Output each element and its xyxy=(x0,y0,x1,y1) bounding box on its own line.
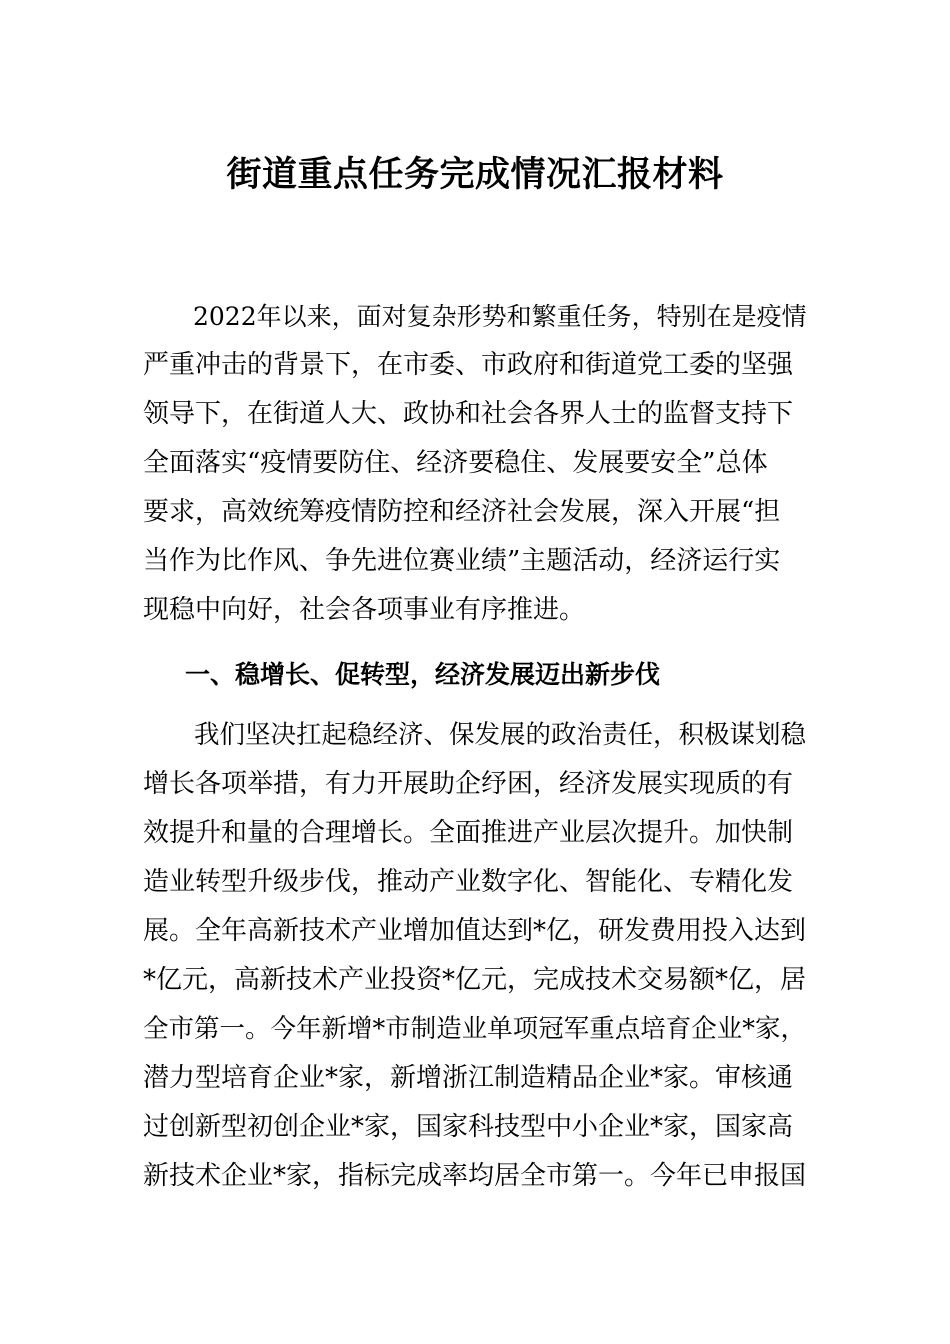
paragraph-economy xyxy=(143,711,813,1201)
text-line: 全市第一。今年新增*市制造业单项冠军重点培育企业*家， xyxy=(143,1014,807,1044)
text-line: 现稳中向好，社会各项事业有序推进。 xyxy=(143,595,586,625)
text-line: 严重冲击的背景下，在市委、市政府和街道党工委的坚强 xyxy=(143,350,794,380)
text-line: 新技术企业*家，指标完成率均居全市第一。今年已申报国 xyxy=(143,1161,807,1191)
text-line: 2022年以来，面对复杂形势和繁重任务，特别在是疫情 xyxy=(143,302,807,331)
text-line: 过创新型初创企业*家，国家科技型中小企业*家，国家高 xyxy=(143,1112,794,1142)
text-line: 潜力型培育企业*家，新增浙江制造精品企业*家。审核通 xyxy=(143,1063,794,1093)
text-line: 全面落实“疫情要防住、经济要稳住、发展要安全”总体 xyxy=(143,448,768,478)
text-line: 我们坚决扛起稳经济、保发展的政治责任，积极谋划稳 xyxy=(143,720,807,750)
text-line: 领导下，在街道人大、政协和社会各界人士的监督支持下 xyxy=(143,399,794,429)
paragraph-intro xyxy=(143,292,813,635)
text-line: 要求，高效统筹疫情防控和经济社会发展，深入开展“担 xyxy=(143,497,781,527)
text-line: *亿元，高新技术产业投资*亿元，完成技术交易额*亿，居 xyxy=(143,965,807,995)
text-line: 增长各项举措，有力开展助企纾困，经济发展实现质的有 xyxy=(143,769,794,799)
section-heading: 一、稳增长、促转型，经济发展迈出新步伐 xyxy=(185,660,661,689)
document-title: 街道重点任务完成情况汇报材料 xyxy=(226,155,724,195)
text-line: 当作为比作风、争先进位赛业绩”主题活动，经济运行实 xyxy=(143,546,781,576)
text-line: 效提升和量的合理增长。全面推进产业层次提升。加快制 xyxy=(143,818,794,848)
text-line: 造业转型升级步伐，推动产业数字化、智能化、专精化发 xyxy=(143,867,794,897)
text-line: 展。全年高新技术产业增加值达到*亿，研发费用投入达到 xyxy=(143,916,807,946)
